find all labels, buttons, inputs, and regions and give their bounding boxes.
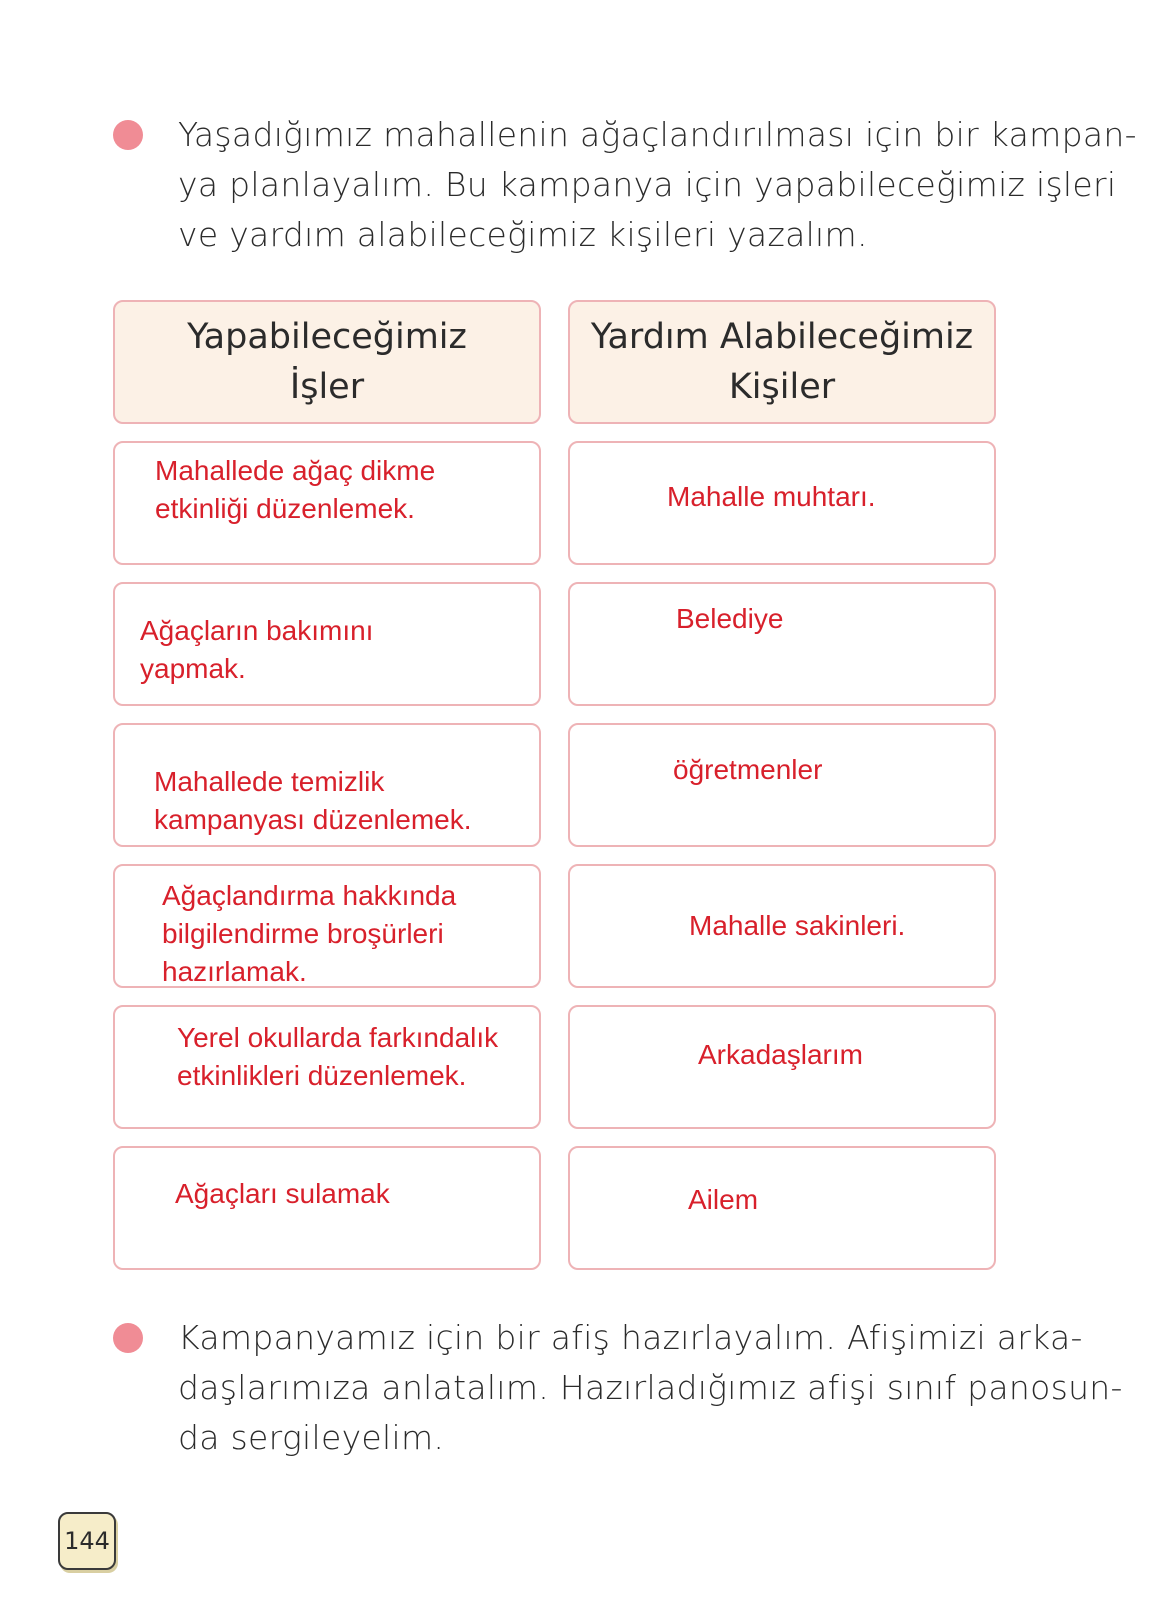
outro-line: Kampanyamız için bir afiş hazırlayalım. Afişimizi arka- bbox=[178, 1318, 1083, 1357]
answer-line: Ağaçlandırma hakkında bbox=[162, 880, 457, 911]
header-left bbox=[113, 300, 541, 424]
answer-line: Mahallede ağaç dikme bbox=[155, 455, 436, 486]
left-cell-text bbox=[162, 877, 456, 991]
answer-line: Ailem bbox=[688, 1184, 759, 1215]
answer-line: yapmak. bbox=[140, 653, 246, 684]
right-cell-text bbox=[689, 907, 905, 945]
header-right-line: Kişiler bbox=[728, 367, 836, 407]
answer-line: etkinlikleri düzenlemek. bbox=[177, 1060, 467, 1091]
left-cell-text bbox=[177, 1019, 498, 1095]
header-right-line: Yardım Alabileceğimiz bbox=[590, 317, 974, 357]
intro-line: ve yardım alabileceğimiz kişileri yazalım. bbox=[178, 215, 868, 254]
header-right bbox=[568, 300, 996, 424]
header-left-line: Yapabileceğimiz bbox=[187, 317, 467, 357]
right-cell-text bbox=[688, 1181, 758, 1219]
left-cell-text bbox=[155, 452, 435, 528]
left-cell-text bbox=[175, 1175, 390, 1213]
answer-line: öğretmenler bbox=[673, 754, 823, 785]
page-number: 144 bbox=[58, 1512, 116, 1570]
right-cell-text bbox=[667, 478, 876, 516]
answer-line: Mahalle muhtarı. bbox=[667, 481, 876, 512]
answer-line: Arkadaşlarım bbox=[698, 1039, 863, 1070]
answer-line: bilgilendirme broşürleri bbox=[162, 918, 444, 949]
header-left-line: İşler bbox=[289, 367, 365, 407]
outro-line: da sergileyelim. bbox=[178, 1418, 445, 1457]
answer-line: kampanyası düzenlemek. bbox=[154, 804, 472, 835]
intro-line: Yaşadığımız mahallenin ağaçlandırılması için bir kampan- bbox=[178, 115, 1137, 154]
intro-line: ya planlayalım. Bu kampanya için yapabileceğimiz işleri bbox=[178, 165, 1117, 204]
answer-line: Ağaçların bakımını bbox=[140, 615, 374, 646]
answer-line: etkinliği düzenlemek. bbox=[155, 493, 415, 524]
answer-line: Mahallede temizlik bbox=[154, 766, 385, 797]
right-cell[interactable] bbox=[568, 1146, 996, 1270]
bullet-outro bbox=[113, 1323, 143, 1353]
bullet-intro bbox=[113, 120, 143, 150]
answer-line: Ağaçları sulamak bbox=[175, 1178, 390, 1209]
right-cell-text bbox=[676, 600, 783, 638]
answer-line: hazırlamak. bbox=[162, 956, 307, 987]
intro-paragraph bbox=[178, 110, 1137, 260]
answer-line: Yerel okullarda farkındalık bbox=[177, 1022, 499, 1053]
right-cell-text bbox=[673, 751, 822, 789]
answer-line: Mahalle sakinleri. bbox=[689, 910, 906, 941]
outro-paragraph bbox=[178, 1313, 1123, 1463]
outro-line: daşlarımıza anlatalım. Hazırladığımız afişi sınıf panosun- bbox=[178, 1368, 1123, 1407]
left-cell-text bbox=[140, 612, 373, 688]
right-cell-text bbox=[698, 1036, 863, 1074]
left-cell-text bbox=[154, 763, 472, 839]
answer-line: Belediye bbox=[676, 603, 784, 634]
